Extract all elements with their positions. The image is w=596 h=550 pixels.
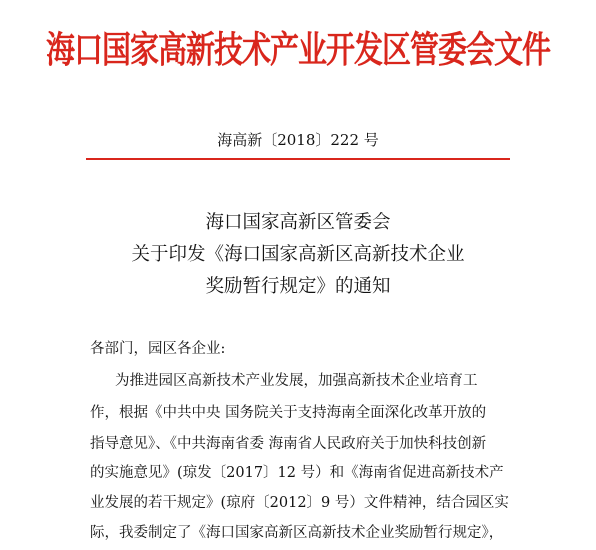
document-header-title: 海口国家高新技术产业开发区管委会文件: [45, 28, 550, 71]
document-number: 海高新〔2018〕222 号: [217, 131, 379, 149]
notice-title-line-1: 海口国家高新区管委会: [205, 212, 391, 233]
body-text-line: 的实施意见》(琼发〔2017〕12 号）和《海南省促进高新技术产: [90, 465, 504, 481]
body-text-line: 指导意见》、《中共海南省委 海南省人民政府关于加快科技创新: [90, 436, 487, 452]
body-text-line: 为推进园区高新技术产业发展，加强高新技术企业培育工: [115, 373, 478, 389]
body-text-line: 际，我委制定了《海口国家高新区高新技术企业奖励暂行规定》，: [90, 525, 504, 541]
red-divider-line: [86, 158, 510, 160]
body-text-line: 业发展的若干规定》(琼府〔2012〕9 号）文件精神，结合园区实: [90, 495, 509, 511]
notice-title-line-3: 奖励暂行规定》的通知: [205, 276, 391, 297]
body-text-line: 作，根据《中共中央 国务院关于支持海南全面深化改革开放的: [90, 405, 487, 421]
notice-title-line-2: 关于印发《海口国家高新区高新技术企业: [131, 244, 465, 265]
salutation: 各部门，园区各企业:: [90, 341, 226, 357]
